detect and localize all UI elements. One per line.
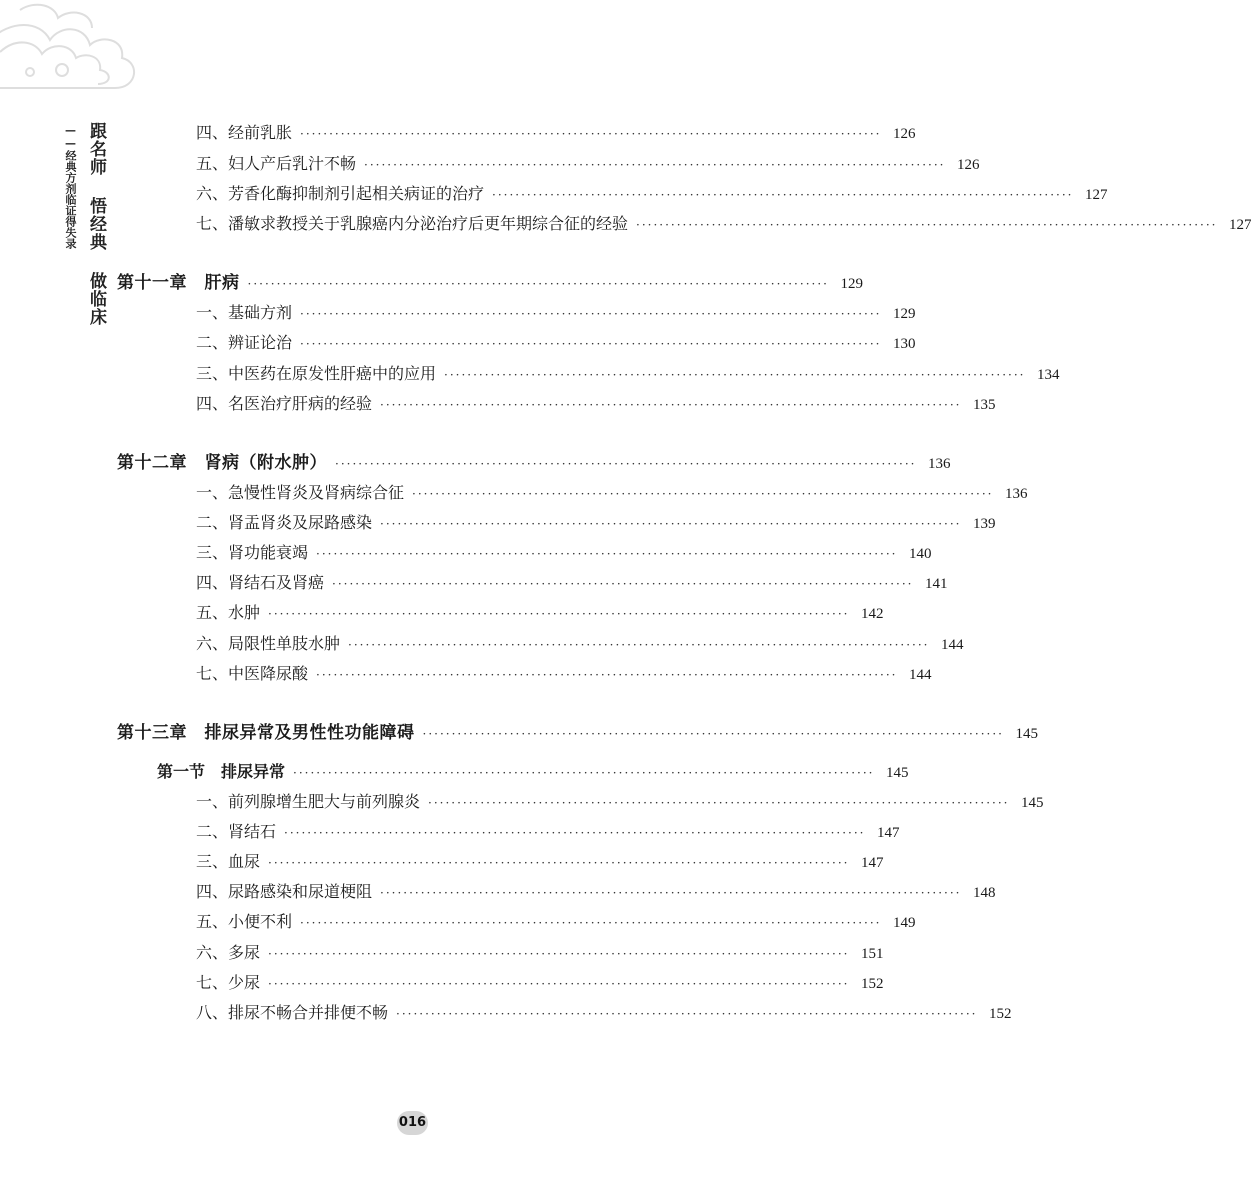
- leader-dots: ····································································································: [316, 668, 898, 682]
- toc-entry-title: 六、芳香化酶抑制剂引起相关病证的治疗: [196, 184, 485, 203]
- toc-chapter-title: 第十一章 肝病: [117, 273, 240, 293]
- leader-dots: ····································································································: [412, 487, 994, 501]
- toc-entry-page: 142: [860, 606, 884, 622]
- toc-entry-page: 134: [1036, 367, 1060, 383]
- toc-entry-title: 三、中医药在原发性肝癌中的应用: [196, 364, 437, 383]
- toc-entry-title: 四、名医治疗肝病的经验: [196, 394, 373, 413]
- leader-dots: ····································································································: [636, 218, 1218, 232]
- leader-dots: ····································································································: [422, 727, 1004, 741]
- toc-entry-title: 六、局限性单肢水肿: [196, 634, 341, 653]
- toc-entry-page: 127: [1084, 187, 1108, 203]
- leader-dots: ····································································································: [268, 856, 850, 870]
- toc-entry-title: 五、小便不利: [196, 912, 293, 931]
- leader-dots: ····································································································: [492, 188, 1074, 202]
- leader-dots: ····································································································: [247, 277, 829, 291]
- toc-entry[interactable]: [196, 211, 1251, 237]
- leader-dots: ····································································································: [332, 577, 914, 591]
- toc-entry-title: 一、基础方剂: [196, 303, 293, 322]
- leader-dots: ····································································································: [364, 158, 946, 172]
- toc-entry-page: 151: [860, 946, 884, 962]
- toc-entry-page: 139: [972, 516, 996, 532]
- toc-chapter-page: 129: [840, 276, 863, 292]
- toc-entry[interactable]: [196, 480, 1028, 506]
- toc-chapter-title: 第十三章 排尿异常及男性性功能障碍: [117, 723, 415, 743]
- leader-dots: ····································································································: [268, 947, 850, 961]
- book-subtitle: ——经典方剂临证得失录: [64, 124, 77, 249]
- toc-entry-title: 二、肾盂肾炎及尿路感染: [196, 513, 373, 532]
- toc-entry-title: 三、肾功能衰竭: [196, 543, 309, 562]
- toc-entry-title: 四、尿路感染和尿道梗阻: [196, 882, 373, 901]
- leader-dots: ····································································································: [293, 766, 875, 780]
- leader-dots: ····································································································: [268, 607, 850, 621]
- toc-entry[interactable]: [196, 391, 996, 417]
- toc-entry-title: 三、血尿: [196, 852, 261, 871]
- toc-entry[interactable]: [196, 330, 916, 356]
- toc-entry-title: 四、经前乳胀: [196, 123, 293, 142]
- toc-chapter-page: 136: [927, 456, 951, 472]
- toc-entry[interactable]: [196, 849, 884, 875]
- toc-entry-title: 一、急慢性肾炎及肾病综合征: [196, 483, 405, 502]
- toc-entry-page: 136: [1004, 486, 1028, 502]
- leader-dots: ····································································································: [444, 368, 1026, 382]
- leader-dots: ····································································································: [380, 886, 962, 900]
- toc-entry-page: 126: [892, 126, 916, 142]
- toc-entry-page: 127: [1228, 217, 1251, 233]
- toc-entry-title: 二、肾结石: [196, 822, 277, 841]
- toc-entry-page: 129: [892, 306, 916, 322]
- toc-entry[interactable]: [196, 819, 900, 845]
- toc-entry-page: 141: [924, 576, 948, 592]
- toc-entry[interactable]: [196, 631, 964, 657]
- toc-entry[interactable]: [196, 909, 916, 935]
- leader-dots: ····································································································: [300, 307, 882, 321]
- toc-entry-page: 152: [988, 1006, 1012, 1022]
- toc-entry-title: 一、前列腺增生肥大与前列腺炎: [196, 792, 421, 811]
- toc-entry[interactable]: [196, 600, 884, 626]
- toc-entry-title: 七、潘敏求教授关于乳腺癌内分泌治疗后更年期综合征的经验: [196, 214, 629, 233]
- toc-entry[interactable]: [196, 661, 932, 687]
- toc-entry[interactable]: [196, 181, 1108, 207]
- toc-entry-title: 七、中医降尿酸: [196, 664, 309, 683]
- toc-entry-title: 七、少尿: [196, 973, 261, 992]
- toc-entry-page: 149: [892, 915, 916, 931]
- toc-entry[interactable]: [196, 940, 884, 966]
- toc-entry-page: 130: [892, 336, 916, 352]
- toc-entry[interactable]: [196, 361, 1060, 387]
- toc-entry-page: 147: [876, 825, 900, 841]
- page-number: 016: [397, 1111, 428, 1135]
- toc-entry-page: 126: [956, 157, 980, 173]
- toc-entry-title: 八、排尿不畅合并排便不畅: [196, 1003, 389, 1022]
- leader-dots: ····································································································: [396, 1007, 978, 1021]
- toc-entry-page: 140: [908, 546, 932, 562]
- toc-entry[interactable]: [196, 540, 932, 566]
- toc-entry[interactable]: [196, 1000, 1012, 1026]
- toc-entry[interactable]: [196, 570, 948, 596]
- toc-entry-page: 135: [972, 397, 996, 413]
- leader-dots: ····································································································: [300, 916, 882, 930]
- leader-dots: ····································································································: [300, 337, 882, 351]
- toc-entry-page: 144: [940, 637, 964, 653]
- leader-dots: ····································································································: [268, 977, 850, 991]
- toc-entry[interactable]: [196, 120, 916, 146]
- leader-dots: ····································································································: [316, 547, 898, 561]
- toc-section-page: 145: [885, 765, 909, 781]
- leader-dots: ····································································································: [348, 638, 930, 652]
- toc-entry[interactable]: [196, 300, 916, 326]
- toc-entry-title: 五、水肿: [196, 603, 261, 622]
- toc-entry-title: 四、肾结石及肾癌: [196, 573, 325, 592]
- toc-entry[interactable]: [196, 970, 884, 996]
- toc-chapter-title: 第十二章 肾病（附水肿）: [117, 453, 327, 473]
- toc-entry-page: 152: [860, 976, 884, 992]
- toc-section[interactable]: [157, 759, 909, 785]
- toc-entry-page: 147: [860, 855, 884, 871]
- toc-section-title: 第一节 排尿异常: [157, 762, 286, 781]
- toc-entry-page: 148: [972, 885, 996, 901]
- toc-entry[interactable]: [196, 151, 980, 177]
- leader-dots: ····································································································: [380, 398, 962, 412]
- book-title: 跟名师 悟经典 做临床: [86, 122, 106, 326]
- toc-chapter[interactable]: [117, 450, 951, 476]
- toc-entry-title: 六、多尿: [196, 943, 261, 962]
- leader-dots: ····································································································: [380, 517, 962, 531]
- leader-dots: ····································································································: [428, 796, 1010, 810]
- toc-entry[interactable]: [196, 879, 996, 905]
- toc-entry-title: 五、妇人产后乳汁不畅: [196, 154, 357, 173]
- toc-entry-page: 144: [908, 667, 932, 683]
- leader-dots: ····································································································: [300, 127, 882, 141]
- leader-dots: ····································································································: [284, 826, 866, 840]
- toc-entry-page: 145: [1020, 795, 1044, 811]
- toc-chapter-page: 145: [1015, 726, 1038, 742]
- toc-chapter[interactable]: [117, 270, 863, 296]
- toc-chapter[interactable]: [117, 720, 1038, 746]
- toc-entry-title: 二、辨证论治: [196, 333, 293, 352]
- toc-entry[interactable]: [196, 789, 1044, 815]
- toc-entry[interactable]: [196, 510, 996, 536]
- leader-dots: ····································································································: [335, 457, 917, 471]
